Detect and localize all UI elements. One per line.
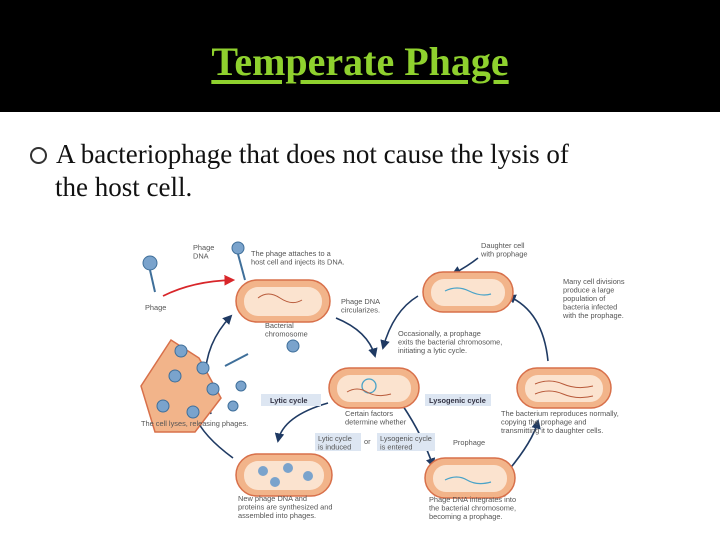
- bacterial-cell-bottom-right: [425, 458, 515, 498]
- label-lytic-cycle: Lytic cycle: [270, 396, 308, 405]
- label-phage-dna-circularizes: Phage DNA circularizes.: [341, 297, 381, 315]
- bacterial-cell-top-right: [423, 272, 513, 312]
- bullet-text-line2: the host cell.: [55, 172, 193, 202]
- label-bacterial-chromosome: Bacterial chromosome: [265, 321, 308, 339]
- label-phage: Phage: [145, 303, 167, 312]
- label-prophage: Prophage: [453, 438, 486, 447]
- arrow-top-down: [336, 318, 375, 356]
- bacterial-cell-center: [329, 368, 419, 408]
- label-lysogenic-cycle: Lysogenic cycle: [429, 396, 486, 405]
- label-new-phage-dna: New phage DNA and proteins are synthesized and assembled into phages.: [238, 494, 333, 520]
- bacterial-cell-right: [517, 368, 611, 408]
- label-or: or: [364, 437, 371, 446]
- hollow-circle-bullet-icon: [30, 147, 47, 164]
- label-daughter-cell: Daughter cell with prophage: [481, 241, 528, 259]
- label-lytic-induced: Lytic cycle is induced: [318, 434, 352, 452]
- label-attaches: The phage attaches to a host cell and injects its DNA.: [251, 249, 345, 267]
- label-certain-factors: Certain factors determine whether: [345, 409, 407, 427]
- phage-life-cycle-diagram: [133, 236, 633, 536]
- arrow-right-up: [508, 296, 548, 361]
- bacterial-cell-bottom-left: [236, 454, 332, 496]
- bullet-text-line1: A bacteriophage that does not cause the lysis of: [56, 139, 569, 169]
- label-cell-lyses: The cell lyses, releasing phages.: [141, 419, 249, 428]
- label-phage-dna: Phage DNA: [193, 243, 215, 261]
- label-lysogenic-entered: Lysogenic cycle is entered: [380, 434, 432, 452]
- red-injection-arrow: [163, 280, 233, 296]
- label-many-divisions: Many cell divisions produce a large population of bacteria infected with the prophage.: [563, 277, 625, 320]
- label-integrates: Phage DNA integrates into the bacterial chromosome, becoming a prophage.: [429, 495, 517, 521]
- bacterial-cell-top-left: [236, 280, 330, 322]
- label-reproduces: The bacterium reproduces normally, copying the prophage and transmitting it to daughter cells.: [501, 409, 619, 435]
- label-occasionally: Occasionally, a prophage exits the bacterial chromosome, initiating a lytic cycle.: [398, 329, 503, 355]
- slide-title: Temperate Phage: [211, 39, 509, 84]
